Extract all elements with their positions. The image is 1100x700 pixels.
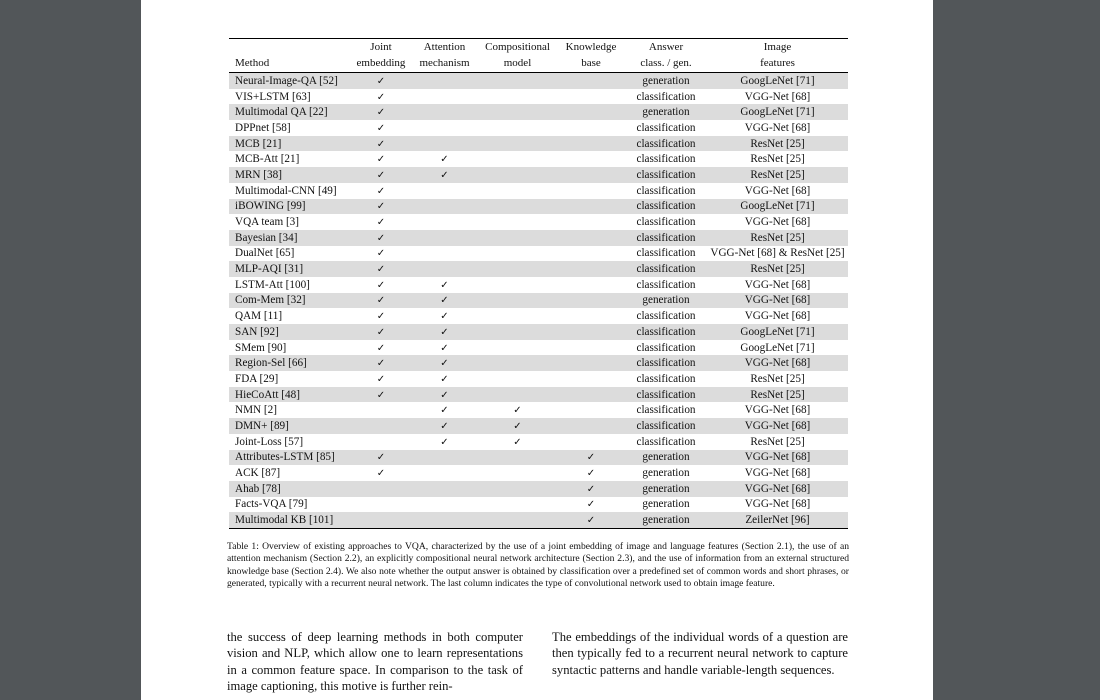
cell-method: Bayesian [34] [235, 231, 298, 244]
cell-answer-type: generation [642, 74, 690, 87]
table-row [229, 214, 848, 230]
cell-answer-type: generation [642, 482, 690, 495]
cell-joint-embedding [351, 263, 411, 275]
table-row [229, 465, 848, 481]
cell-image-features: VGG-Net [68] [744, 278, 811, 291]
cell-image-features: ResNet [25] [750, 137, 805, 150]
cell-answer-type: generation [642, 451, 690, 464]
cell-joint-embedding [351, 247, 411, 259]
cell-answer-type: generation [642, 294, 690, 307]
cell-joint-embedding [351, 185, 411, 197]
table-row [229, 183, 848, 199]
table-row [229, 167, 848, 183]
cell-joint-embedding [351, 467, 411, 479]
table-row [229, 199, 848, 215]
cell-image-features: VGG-Net [68] [744, 467, 811, 480]
cell-method: Region-Sel [66] [235, 357, 307, 370]
cell-method: Ahab [78] [235, 482, 281, 495]
cell-method: Neural-Image-QA [52] [235, 74, 338, 87]
checkmark-icon: ✓ [376, 185, 386, 197]
cell-method: MCB-Att [21] [235, 153, 300, 166]
cell-method: DualNet [65] [235, 247, 295, 260]
checkmark-icon: ✓ [376, 107, 386, 119]
cell-attention-mechanism [411, 389, 478, 401]
table-row [229, 277, 848, 293]
header-method: Method [235, 57, 270, 69]
checkmark-icon: ✓ [376, 232, 386, 244]
cell-method: Multimodal QA [22] [235, 106, 328, 119]
checkmark-icon: ✓ [376, 452, 386, 464]
cell-method: Multimodal KB [101] [235, 514, 334, 527]
cell-image-features: VGG-Net [68] [744, 310, 811, 323]
checkmark-icon: ✓ [376, 295, 386, 307]
table-row [229, 402, 848, 418]
cell-joint-embedding [351, 169, 411, 181]
cell-image-features: ZeilerNet [96] [745, 514, 810, 527]
cell-answer-type: classification [636, 341, 696, 354]
checkmark-icon: ✓ [376, 217, 386, 229]
cell-joint-embedding [351, 310, 411, 322]
cell-image-features: GoogLeNet [71] [740, 341, 815, 354]
checkmark-icon: ✓ [376, 389, 386, 401]
checkmark-icon: ✓ [440, 326, 449, 338]
table-row [229, 355, 848, 371]
cell-answer-type: classification [636, 435, 696, 448]
table-body [229, 73, 848, 528]
cell-image-features: ResNet [25] [750, 231, 805, 244]
checkmark-icon: ✓ [440, 420, 449, 432]
cell-answer-type: classification [636, 310, 696, 323]
checkmark-icon: ✓ [376, 326, 386, 338]
cell-method: Com-Mem [32] [235, 294, 306, 307]
checkmark-icon: ✓ [440, 279, 449, 291]
cell-method: Joint-Loss [57] [235, 435, 304, 448]
checkmark-icon: ✓ [440, 389, 449, 401]
checkmark-icon: ✓ [376, 248, 386, 260]
cell-image-features: ResNet [25] [750, 435, 805, 448]
table-row [229, 371, 848, 387]
checkmark-icon: ✓ [376, 358, 386, 370]
cell-image-features: GoogLeNet [71] [740, 106, 815, 119]
cell-answer-type: classification [636, 137, 696, 150]
checkmark-icon: ✓ [376, 279, 386, 291]
table-row [229, 73, 848, 89]
cell-answer-type: generation [642, 106, 690, 119]
checkmark-icon: ✓ [376, 201, 386, 213]
cell-answer-type: classification [636, 325, 696, 338]
checkmark-icon: ✓ [440, 169, 449, 181]
cell-joint-embedding [351, 153, 411, 165]
checkmark-icon: ✓ [440, 311, 449, 323]
cell-joint-embedding [351, 122, 411, 134]
checkmark-icon: ✓ [586, 515, 596, 527]
checkmark-icon: ✓ [376, 154, 386, 166]
checkmark-icon: ✓ [376, 122, 386, 134]
cell-method: VIS+LSTM [63] [235, 90, 311, 103]
cell-method: FDA [29] [235, 372, 279, 385]
table-row [229, 246, 848, 262]
cell-attention-mechanism [411, 153, 478, 165]
cell-image-features: VGG-Net [68] [744, 419, 811, 432]
cell-answer-type: classification [636, 419, 696, 432]
table-row [229, 230, 848, 246]
cell-answer-type: generation [642, 514, 690, 527]
table-row [229, 293, 848, 309]
table-row [229, 151, 848, 167]
cell-method: QAM [11] [235, 310, 283, 323]
checkmark-icon: ✓ [440, 358, 449, 370]
checkmark-icon: ✓ [586, 483, 596, 495]
cell-method: Attributes-LSTM [85] [235, 451, 335, 464]
cell-method: DPPnet [58] [235, 121, 291, 134]
cell-method: SMem [90] [235, 341, 287, 354]
cell-attention-mechanism [411, 294, 478, 306]
cell-attention-mechanism [411, 357, 478, 369]
table-row [229, 261, 848, 277]
checkmark-icon: ✓ [440, 436, 449, 448]
checkmark-icon: ✓ [440, 405, 449, 417]
table-row [229, 512, 848, 528]
table-row [229, 340, 848, 356]
cell-image-features: VGG-Net [68] [744, 404, 811, 417]
cell-joint-embedding [351, 357, 411, 369]
cell-knowledge-base [557, 451, 625, 463]
cell-compositional-model [478, 436, 557, 448]
cell-joint-embedding [351, 342, 411, 354]
cell-attention-mechanism [411, 169, 478, 181]
cell-answer-type: generation [642, 467, 690, 480]
table-row [229, 450, 848, 466]
table-header-row [229, 39, 848, 73]
table-row [229, 387, 848, 403]
cell-image-features: VGG-Net [68] [744, 216, 811, 229]
cell-knowledge-base [557, 498, 625, 510]
cell-attention-mechanism [411, 279, 478, 291]
table-row [229, 497, 848, 513]
cell-answer-type: classification [636, 372, 696, 385]
cell-method: MRN [38] [235, 168, 282, 181]
cell-image-features: ResNet [25] [750, 388, 805, 401]
checkmark-icon: ✓ [376, 91, 386, 103]
cell-knowledge-base [557, 483, 625, 495]
cell-joint-embedding [351, 216, 411, 228]
table-row [229, 418, 848, 434]
cell-image-features: GoogLeNet [71] [740, 325, 815, 338]
cell-attention-mechanism [411, 342, 478, 354]
cell-joint-embedding [351, 232, 411, 244]
cell-joint-embedding [351, 373, 411, 385]
checkmark-icon: ✓ [513, 420, 522, 432]
checkmark-icon: ✓ [376, 468, 386, 480]
table-row [229, 481, 848, 497]
cell-image-features: VGG-Net [68] & ResNet [25] [710, 247, 845, 260]
cell-answer-type: classification [636, 168, 696, 181]
cell-joint-embedding [351, 138, 411, 150]
header-answer-type: Answer class. / gen. [640, 41, 692, 69]
cell-method: VQA team [3] [235, 216, 299, 229]
cell-image-features: ResNet [25] [750, 168, 805, 181]
cell-method: LSTM-Att [100] [235, 278, 310, 291]
table-caption: Table 1: Overview of existing approaches to VQA, characterized by the use of a joint embedding of image and language features (Section 2.1), the use of an attention mechanism (Section 2.2), an explicitly compositional neural network architecture (Section 2.3), and the use of information from an external structured knowledge base (Section 2.4). We also note whether the output answer is obtained by classification over a predefined set of common words and short phrases, or generated, typically with a recurrent neural network. The last column indicates the type of convolutional network used to obtain image feature. [227, 541, 849, 589]
cell-joint-embedding [351, 200, 411, 212]
checkmark-icon: ✓ [440, 342, 449, 354]
cell-answer-type: classification [636, 388, 696, 401]
body-text-left-column: the success of deep learning methods in both computer vision and NLP, which allow one to learn representations in a common feature space. In comparison to the task of image captioning, this motive is further rein- [227, 630, 523, 694]
table-row [229, 120, 848, 136]
cell-image-features: GoogLeNet [71] [740, 74, 815, 87]
cell-answer-type: classification [636, 153, 696, 166]
checkmark-icon: ✓ [440, 295, 449, 307]
cell-answer-type: classification [636, 278, 696, 291]
cell-joint-embedding [351, 75, 411, 87]
checkmark-icon: ✓ [513, 436, 522, 448]
cell-answer-type: classification [636, 404, 696, 417]
cell-image-features: VGG-Net [68] [744, 184, 811, 197]
body-text-right-column: The embeddings of the individual words of a question are then typically fed to a recurrent neural network to capture syntactic patterns and handle variable-length sequences. [552, 630, 848, 677]
cell-method: NMN [2] [235, 404, 277, 417]
checkmark-icon: ✓ [376, 75, 386, 87]
cell-joint-embedding [351, 279, 411, 291]
cell-joint-embedding [351, 91, 411, 103]
cell-method: ACK [87] [235, 467, 281, 480]
cell-answer-type: classification [636, 90, 696, 103]
cell-joint-embedding [351, 106, 411, 118]
checkmark-icon: ✓ [586, 468, 596, 480]
table-row [229, 136, 848, 152]
cell-joint-embedding [351, 389, 411, 401]
approaches-table [229, 38, 848, 529]
checkmark-icon: ✓ [440, 373, 449, 385]
cell-image-features: VGG-Net [68] [744, 451, 811, 464]
table-row [229, 308, 848, 324]
cell-image-features: VGG-Net [68] [744, 121, 811, 134]
checkmark-icon: ✓ [376, 311, 386, 323]
cell-method: MCB [21] [235, 137, 282, 150]
cell-attention-mechanism [411, 436, 478, 448]
table-row [229, 104, 848, 120]
checkmark-icon: ✓ [376, 342, 386, 354]
cell-image-features: GoogLeNet [71] [740, 200, 815, 213]
cell-image-features: ResNet [25] [750, 263, 805, 276]
header-compositional-model: Compositional model [485, 41, 550, 69]
cell-answer-type: classification [636, 216, 696, 229]
cell-answer-type: classification [636, 357, 696, 370]
header-attention-mechanism: Attention mechanism [419, 41, 470, 69]
cell-compositional-model [478, 420, 557, 432]
cell-attention-mechanism [411, 404, 478, 416]
header-knowledge-base: Knowledge base [565, 41, 617, 69]
cell-image-features: ResNet [25] [750, 372, 805, 385]
document-page [141, 0, 933, 700]
cell-compositional-model [478, 404, 557, 416]
cell-method: Facts-VQA [79] [235, 498, 308, 511]
cell-joint-embedding [351, 294, 411, 306]
cell-method: HieCoAtt [48] [235, 388, 300, 401]
cell-image-features: VGG-Net [68] [744, 294, 811, 307]
cell-attention-mechanism [411, 326, 478, 338]
cell-answer-type: generation [642, 498, 690, 511]
cell-answer-type: classification [636, 200, 696, 213]
table-row [229, 324, 848, 340]
cell-method: iBOWING [99] [235, 200, 306, 213]
checkmark-icon: ✓ [440, 154, 449, 166]
checkmark-icon: ✓ [376, 373, 386, 385]
table-row [229, 89, 848, 105]
header-joint-embedding: Joint embedding [356, 41, 406, 69]
checkmark-icon: ✓ [586, 452, 596, 464]
cell-answer-type: classification [636, 247, 696, 260]
cell-knowledge-base [557, 467, 625, 479]
checkmark-icon: ✓ [376, 169, 386, 181]
cell-answer-type: classification [636, 263, 696, 276]
checkmark-icon: ✓ [376, 138, 386, 150]
cell-attention-mechanism [411, 420, 478, 432]
checkmark-icon: ✓ [513, 405, 522, 417]
cell-image-features: VGG-Net [68] [744, 498, 811, 511]
cell-image-features: VGG-Net [68] [744, 482, 811, 495]
cell-image-features: VGG-Net [68] [744, 90, 811, 103]
cell-attention-mechanism [411, 373, 478, 385]
cell-method: MLP-AQI [31] [235, 263, 304, 276]
cell-method: SAN [92] [235, 325, 279, 338]
cell-method: DMN+ [89] [235, 419, 289, 432]
checkmark-icon: ✓ [376, 264, 386, 276]
cell-joint-embedding [351, 326, 411, 338]
cell-knowledge-base [557, 514, 625, 526]
cell-attention-mechanism [411, 310, 478, 322]
header-image-features: Image features [760, 41, 795, 69]
cell-image-features: VGG-Net [68] [744, 357, 811, 370]
table-row [229, 434, 848, 450]
cell-joint-embedding [351, 451, 411, 463]
cell-method: Multimodal-CNN [49] [235, 184, 337, 197]
cell-image-features: ResNet [25] [750, 153, 805, 166]
cell-answer-type: classification [636, 231, 696, 244]
checkmark-icon: ✓ [586, 499, 596, 511]
cell-answer-type: classification [636, 184, 696, 197]
cell-answer-type: classification [636, 121, 696, 134]
